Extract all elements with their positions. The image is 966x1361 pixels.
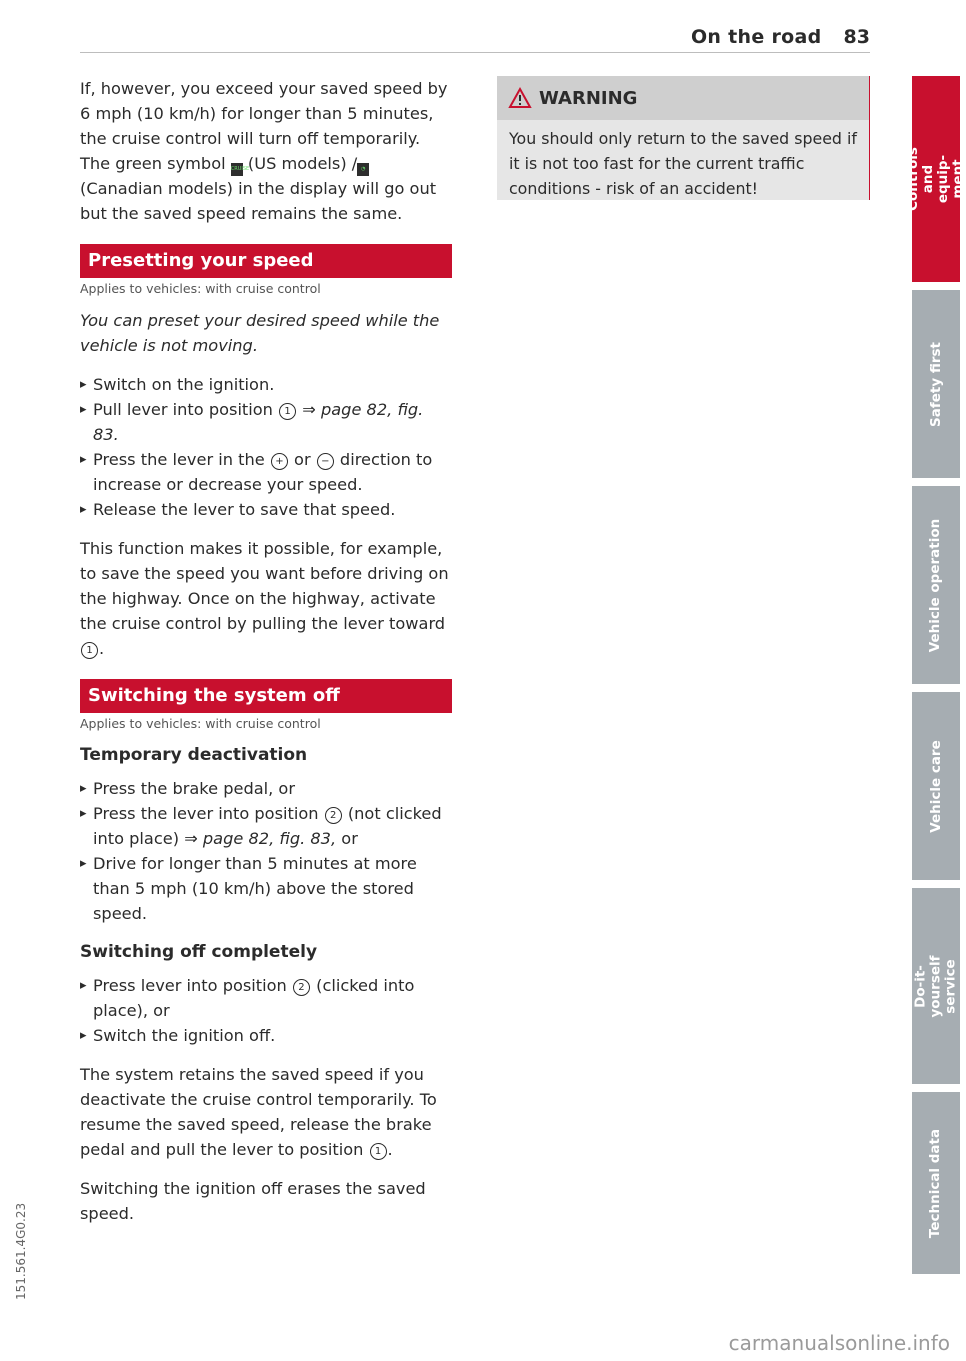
tab-label: Vehicle operation bbox=[927, 518, 944, 652]
erase-paragraph: Switching the ignition off erases the saved speed. bbox=[80, 1179, 426, 1223]
tab-controls-and-equipment[interactable] bbox=[905, 76, 966, 282]
list-item: ▸ Release the lever to save that speed. bbox=[80, 497, 452, 522]
list-item: ▸ Switch on the ignition. bbox=[80, 372, 452, 397]
document-code: 151.561.4G0.23 bbox=[14, 1202, 28, 1300]
tab-label: Controls and equip- ment bbox=[905, 147, 966, 211]
list-item: ▸ Press the brake pedal, or bbox=[80, 776, 452, 801]
position-1-marker: 1 bbox=[370, 1143, 387, 1160]
list-item: ▸ Press the lever in the + or − direction to increase or decrease your speed. bbox=[80, 447, 452, 497]
temporary-steps bbox=[80, 776, 452, 926]
tab-label: Vehicle care bbox=[927, 739, 944, 833]
tab-label: Safety first bbox=[927, 341, 944, 427]
cruise-symbol-icon: CRUISE bbox=[231, 163, 243, 176]
warning-text: You should only return to the saved speed if it is not too fast for the current traffic conditions - risk of an accident! bbox=[509, 129, 857, 198]
applies-note: Applies to vehicles: with cruise control bbox=[80, 716, 321, 731]
tab-do-it-yourself-service[interactable] bbox=[912, 888, 960, 1084]
warning-header bbox=[497, 76, 869, 120]
list-item: ▸ Press lever into position 2 (clicked into place), or bbox=[80, 973, 452, 1023]
presetting-heading: Presetting your speed bbox=[80, 244, 452, 278]
applies-note: Applies to vehicles: with cruise control bbox=[80, 281, 321, 296]
tab-technical-data[interactable] bbox=[912, 1092, 960, 1274]
warning-triangle-icon bbox=[509, 88, 531, 108]
tab-vehicle-care[interactable] bbox=[912, 692, 960, 880]
header-rule bbox=[80, 52, 870, 53]
plus-marker: + bbox=[271, 453, 288, 470]
tab-label: Technical data bbox=[927, 1128, 944, 1238]
preset-paragraph: This function makes it possible, for example, to save the speed you want before driving on the highway. Once on the highway, activate the cruise control by pulling the lever toward 1 . bbox=[80, 539, 449, 658]
warning-title: WARNING bbox=[539, 87, 638, 109]
retain-paragraph: The system retains the saved speed if you deactivate the cruise control temporarily. To resume the saved speed, release the brake pedal and pull the lever to position 1 . bbox=[80, 1065, 437, 1159]
chapter-tabs bbox=[905, 76, 966, 1282]
page-reference-link[interactable]: ⇒ page 82, fig. 83. bbox=[93, 400, 424, 444]
list-item: ▸ Pull lever into position 1 ⇒ page 82, fig. 83. bbox=[80, 397, 452, 447]
page-reference-link[interactable]: ⇒ page 82, fig. 83, bbox=[184, 829, 337, 848]
footer-watermark: carmanualsonline.info bbox=[728, 1331, 950, 1355]
left-column bbox=[80, 76, 452, 1240]
tab-safety-first[interactable] bbox=[912, 290, 960, 478]
position-2-marker: 2 bbox=[325, 807, 342, 824]
switching-off-completely-heading: Switching off completely bbox=[80, 942, 318, 962]
list-item: ▸ Press the lever into position 2 (not clicked into place) ⇒ page 82, fig. 83, or bbox=[80, 801, 452, 851]
complete-steps bbox=[80, 973, 452, 1048]
tab-vehicle-operation[interactable] bbox=[912, 486, 960, 684]
page-header bbox=[80, 22, 870, 52]
cruise-symbol-canada-icon: ◔ bbox=[357, 163, 369, 176]
switching-off-heading: Switching the system off bbox=[80, 679, 452, 713]
tab-label: Do-it-yourself service bbox=[912, 954, 959, 1018]
page-number: 83 bbox=[843, 26, 870, 48]
position-1-marker: 1 bbox=[81, 642, 98, 659]
list-item: ▸ Switch the ignition off. bbox=[80, 1023, 452, 1048]
preset-steps bbox=[80, 372, 452, 522]
minus-marker: − bbox=[317, 453, 334, 470]
position-1-marker: 1 bbox=[279, 403, 296, 420]
temporary-deactivation-heading: Temporary deactivation bbox=[80, 745, 308, 765]
list-item: ▸ Drive for longer than 5 minutes at more than 5 mph (10 km/h) above the stored speed. bbox=[80, 851, 452, 926]
warning-box bbox=[497, 76, 870, 200]
intro-paragraph: If, however, you exceed your saved speed by 6 mph (10 km/h) for longer than 5 minutes, the cruise control will turn off temporarily. The green symbol CRUISE (US models) / ◔ (Canadian models) in the display will go out but the saved speed remains the same. bbox=[80, 79, 448, 223]
preset-intro: You can preset your desired speed while the vehicle is not moving. bbox=[80, 311, 440, 355]
position-2-marker: 2 bbox=[293, 979, 310, 996]
section-title: On the road bbox=[690, 26, 822, 48]
